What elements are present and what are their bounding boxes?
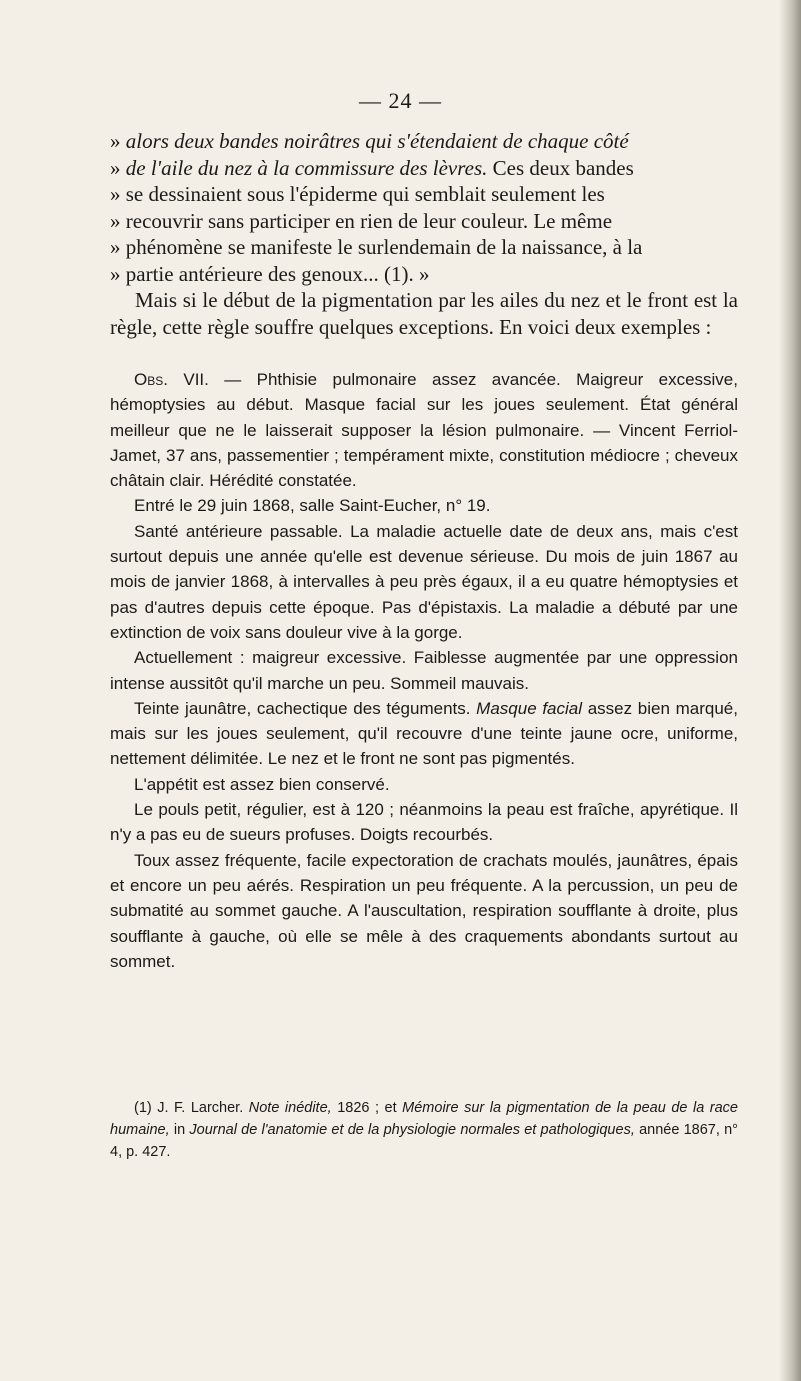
quote-line: » recouvrir sans participer en rien de leur couleur. Le même xyxy=(110,208,613,233)
footnote xyxy=(110,1097,738,1163)
page-number: — 24 — xyxy=(359,88,442,113)
quote-line xyxy=(110,155,738,182)
observation-paragraph: Santé antérieure passable. La maladie actuelle date de deux ans, mais c'est surtout depuis une année qu'elle est devenue sérieuse. Du mois de juin 1867 au mois de janvier 1868, à intervalles à peu près égaux, il a eu quatre hémoptysies et pas d'autres depuis cette époque. Pas d'épistaxis. La maladie a débuté par une extinction de voix sans douleur vive à la gorge. xyxy=(110,521,738,642)
footnote-part: 1826 ; et xyxy=(331,1100,403,1116)
observation-paragraph: Entré le 29 juin 1868, salle Saint-Eucher, n° 19. xyxy=(134,496,491,516)
observation-label: Obs. xyxy=(134,370,168,389)
italic-text: alors deux bandes noirâtres qui s'étendaient de chaque côté xyxy=(125,129,629,153)
body-paragraph: Mais si le début de la pigmentation par les ailes du nez et le front est la règle, cette règle souffre quelques exceptions. En voici deux exemples : xyxy=(110,288,738,339)
italic-text: Masque facial xyxy=(476,698,583,718)
observation-paragraph: Actuellement : maigreur excessive. Faiblesse augmentée par une oppression intense aussitôt qu'il marche un peu. Sommeil mauvais. xyxy=(110,648,738,693)
observation-paragraph: Toux assez fréquente, facile expectoration de crachats moulés, jaunâtres, épais et encore un peu aérés. Respiration un peu fréquente. A la percussion, un peu de submatité au sommet gauche. A l'auscultation, respiration soufflante à droite, plus soufflante à gauche, où elle se mêle à des craquements abondants surtout au sommet. xyxy=(110,850,738,971)
observation-paragraph: L'appétit est assez bien conservé. xyxy=(134,774,390,794)
footnote-part: année 1867, n° 4, p. 427. xyxy=(110,1122,738,1160)
observation-text: assez bien marqué, mais sur les joues seulement, qu'il recouvre d'une teinte jaune ocre, uniforme, nettement délimitée. Le nez et le front ne sont pas pigmentés. xyxy=(110,698,738,769)
italic-text: Mémoire sur la pigmentation de la peau de la race humaine, xyxy=(110,1100,738,1138)
italic-text: Note inédite, xyxy=(248,1100,332,1116)
observation-paragraph: Le pouls petit, régulier, est à 120 ; néanmoins la peau est fraîche, apyrétique. Il n'y a pas eu de sueurs profuses. Doigts recourbés. xyxy=(110,800,738,845)
page-edge-shadow xyxy=(779,0,801,1381)
footnote-part: in xyxy=(169,1122,190,1138)
observation-heading-paragraph xyxy=(110,367,738,493)
quote-line: » se dessinaient sous l'épiderme qui semblait seulement les xyxy=(110,182,605,206)
quote-mark: » xyxy=(110,155,126,180)
quoted-passage xyxy=(110,128,738,340)
italic-text: Journal de l'anatomie et de la physiologie normales et pathologiques, xyxy=(189,1122,635,1138)
quote-line: » phénomène se manifeste le surlendemain de la naissance, à la xyxy=(110,235,643,259)
observation-text: VII. — Phthisie pulmonaire assez avancée. Maigreur excessive, hémoptysies au début. Masque facial sur les joues seulement. État général meilleur que ne le laisserait supposer la lésion pulmonaire. — Vincent Ferriol-Jamet, 37 ans, passementier ; tempérament mixte, constitution médiocre ; cheveux châtain clair. Hérédité constatée. xyxy=(110,370,738,491)
quote-line: » partie antérieure des genoux... (1). » xyxy=(110,261,430,286)
footnote-part: (1) J. F. Larcher. xyxy=(134,1100,249,1116)
footnote-text xyxy=(110,1097,738,1163)
quote-text: Ces deux bandes xyxy=(487,155,634,180)
observation-paragraph xyxy=(110,696,738,772)
quote-line xyxy=(110,128,738,155)
observation-text: Teinte jaunâtre, cachectique des téguments. xyxy=(134,698,477,718)
quote-mark: » xyxy=(110,129,126,153)
italic-text: de l'aile du nez à la commissure des lèvres. xyxy=(125,155,488,180)
observation-section xyxy=(110,367,738,974)
